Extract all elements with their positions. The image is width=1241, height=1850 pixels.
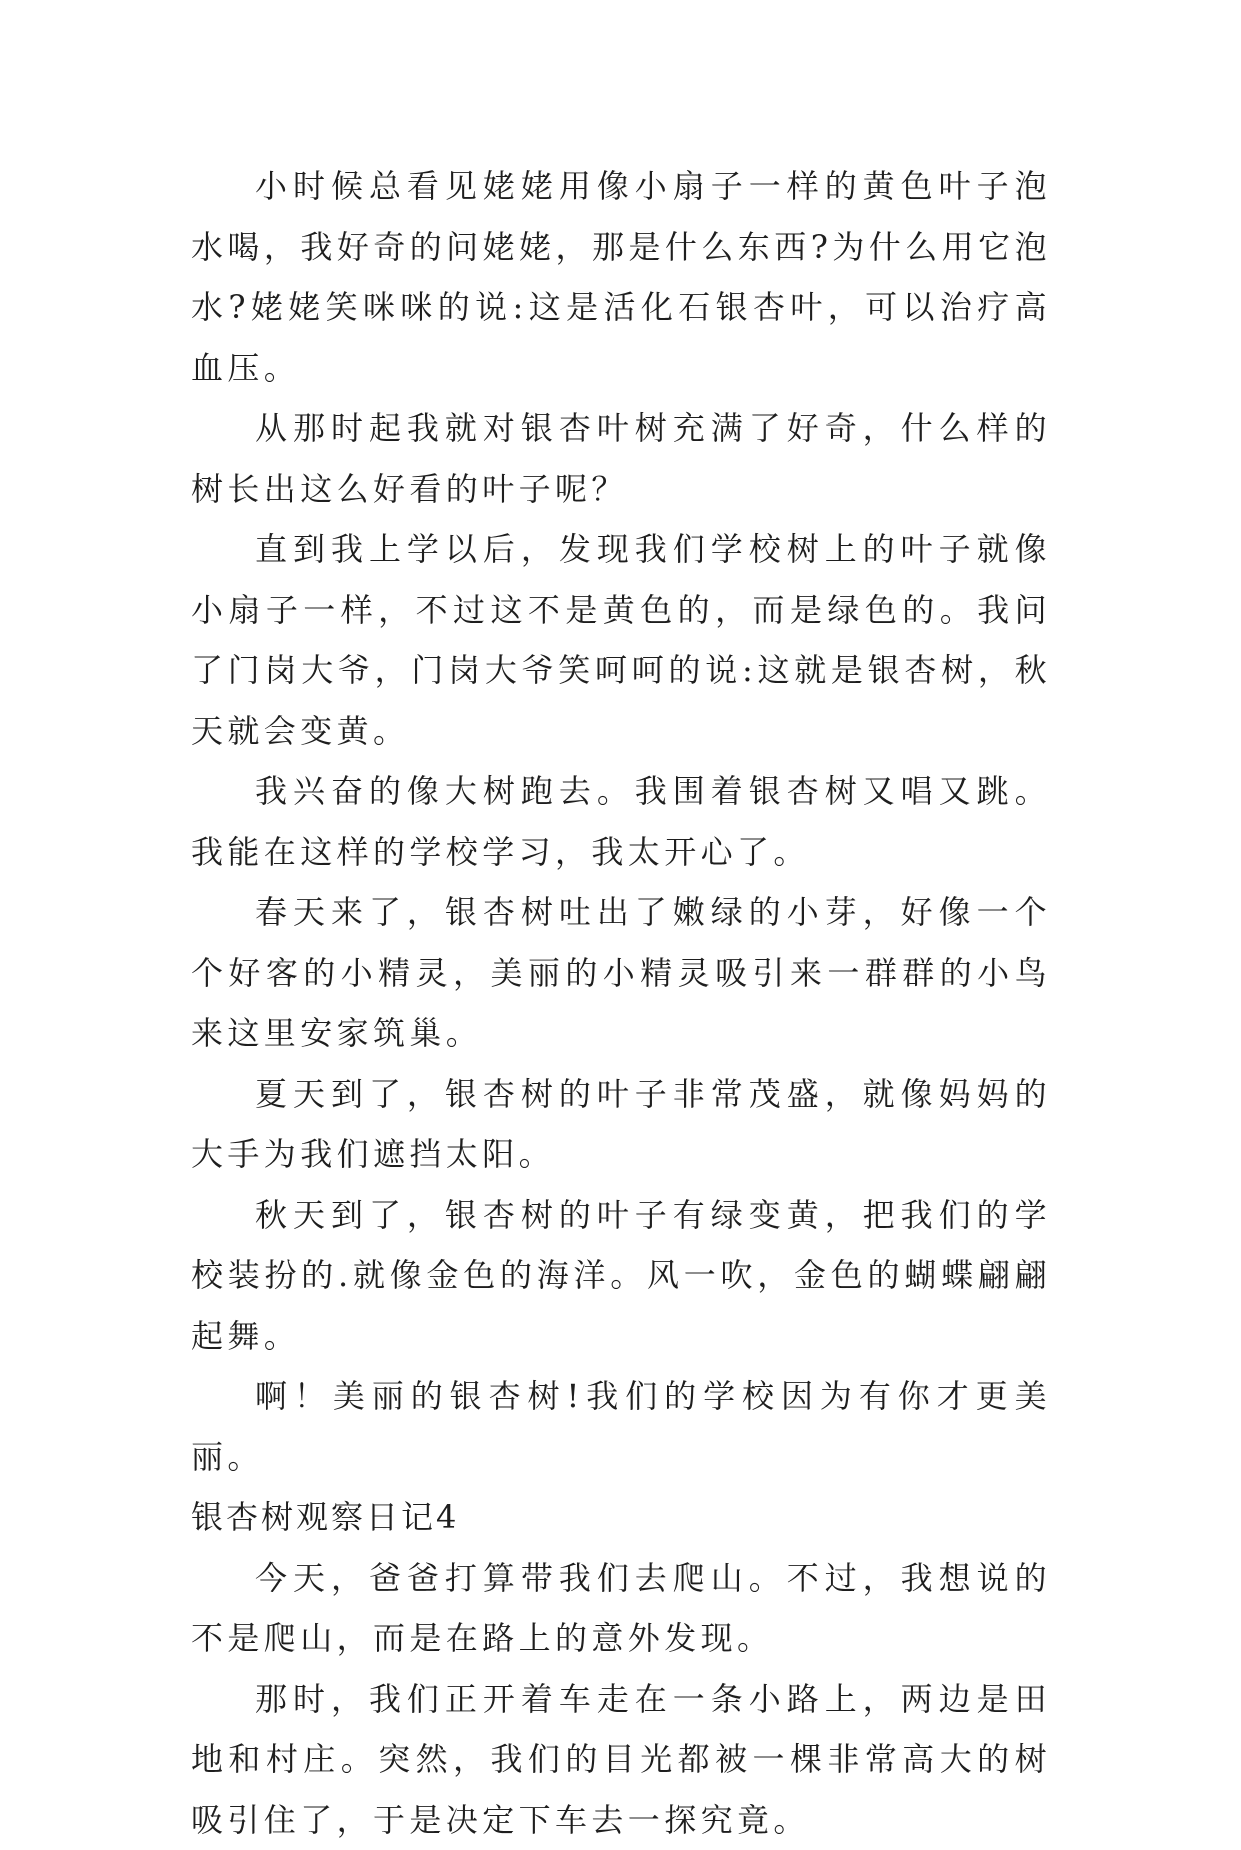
paragraph: 小时候总看见姥姥用像小扇子一样的黄色叶子泡水喝，我好奇的问姥姥，那是什么东西?为什么用它泡水?姥姥笑咪咪的说:这是活化石银杏叶，可以治疗高血压。: [191, 156, 1051, 398]
document-body: [191, 156, 1051, 1850]
paragraph: 今天，爸爸打算带我们去爬山。不过，我想说的不是爬山，而是在路上的意外发现。: [191, 1548, 1051, 1669]
paragraph: 那时，我们正开着车走在一条小路上，两边是田地和村庄。突然，我们的目光都被一棵非常高大的树吸引住了，于是决定下车去一探究竟。: [191, 1669, 1051, 1850]
paragraph: 直到我上学以后，发现我们学校树上的叶子就像小扇子一样，不过这不是黄色的，而是绿色的。我问了门岗大爷，门岗大爷笑呵呵的说:这就是银杏树，秋天就会变黄。: [191, 519, 1051, 761]
paragraph: 从那时起我就对银杏叶树充满了好奇，什么样的树长出这么好看的叶子呢？: [191, 398, 1051, 519]
paragraph: 啊！美丽的银杏树!我们的学校因为有你才更美丽。: [191, 1366, 1051, 1487]
paragraph: 我兴奋的像大树跑去。我围着银杏树又唱又跳。我能在这样的学校学习，我太开心了。: [191, 761, 1051, 882]
paragraph: 夏天到了，银杏树的叶子非常茂盛，就像妈妈的大手为我们遮挡太阳。: [191, 1064, 1051, 1185]
section-title: 银杏树观察日记4: [191, 1487, 1051, 1548]
paragraph: 春天来了，银杏树吐出了嫩绿的小芽，好像一个个好客的小精灵，美丽的小精灵吸引来一群群的小鸟来这里安家筑巢。: [191, 882, 1051, 1064]
paragraph: 秋天到了，银杏树的叶子有绿变黄，把我们的学校装扮的.就像金色的海洋。风一吹，金色的蝴蝶翩翩起舞。: [191, 1185, 1051, 1367]
